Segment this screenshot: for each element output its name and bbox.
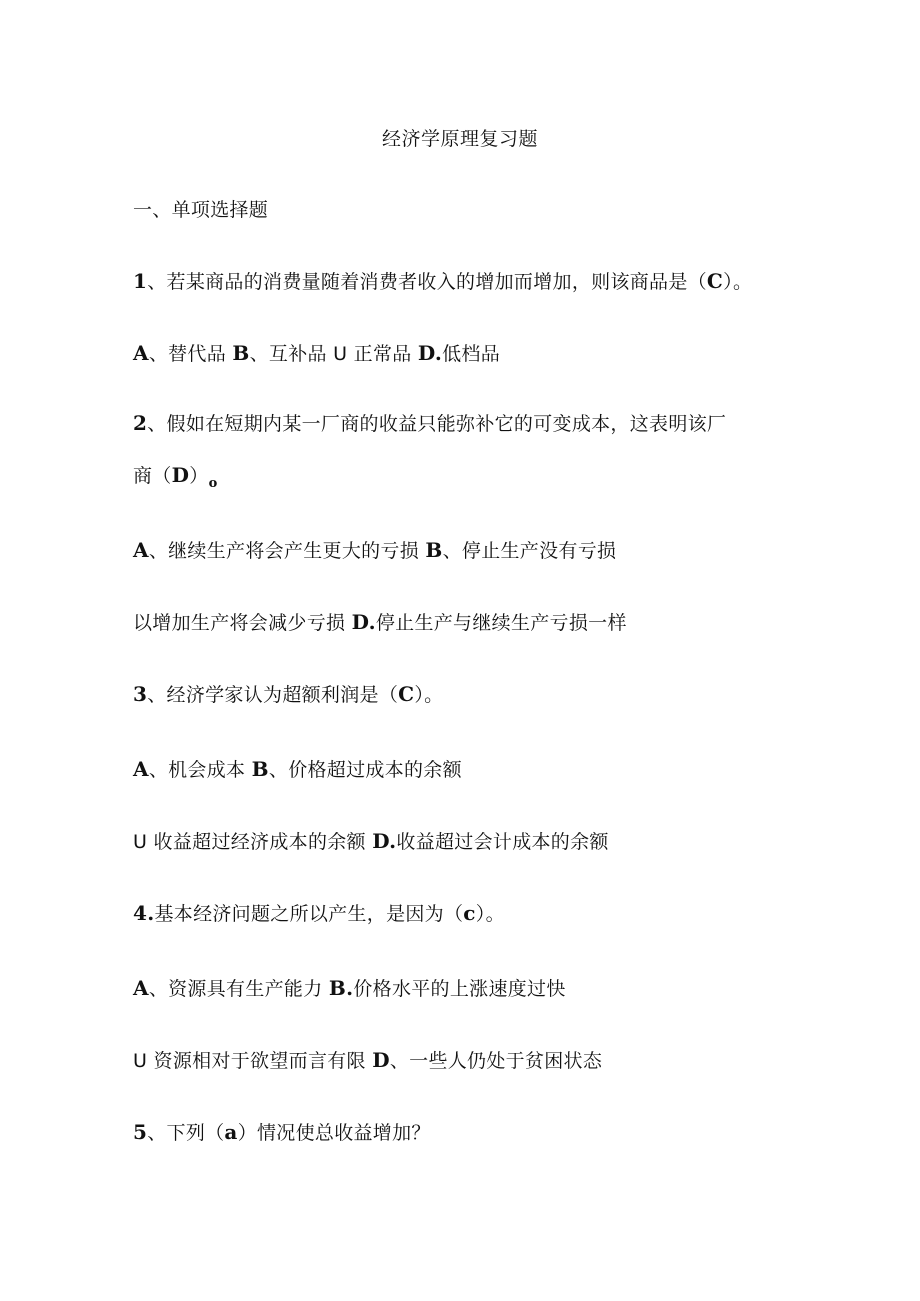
question-4-options-2: [133, 1047, 602, 1074]
answer-letter: c: [463, 901, 476, 925]
question-number: 4.: [133, 901, 155, 925]
option-text: 、价格超过成本的余额: [268, 759, 462, 781]
option-text: 停止生产与继续生产亏损一样: [375, 612, 627, 634]
option-text: 收益超过会计成本的余额: [396, 831, 609, 853]
option-text: 、机会成本: [148, 759, 252, 781]
option-text: 低档品: [442, 343, 501, 365]
question-1: [133, 268, 752, 295]
question-2-options-1: [133, 537, 616, 564]
option-letter: B.: [328, 976, 354, 1000]
question-1-options: [133, 340, 500, 367]
option-letter: B: [232, 341, 250, 365]
question-number: 1: [133, 269, 148, 293]
question-2: [133, 410, 726, 437]
option-text: U 资源相对于欲望而言有限: [133, 1050, 373, 1072]
option-text: 、停止生产没有亏损: [442, 540, 617, 562]
question-5: [133, 1119, 431, 1146]
question-text: 、经济学家认为超额利润是（: [147, 684, 399, 706]
option-text: 、替代品: [148, 343, 233, 365]
trailing-mark: o: [208, 476, 218, 491]
question-2-options-2: [133, 609, 627, 636]
option-letter: D.: [351, 610, 376, 634]
question-text: 基本经济问题之所以产生，是因为（: [154, 903, 464, 925]
option-letter: B: [425, 538, 443, 562]
answer-letter: a: [224, 1120, 238, 1144]
option-letter: A: [133, 976, 149, 1000]
question-3: [133, 681, 443, 708]
document-title: 经济学原理复习题: [381, 128, 538, 150]
option-letter: A: [133, 538, 149, 562]
option-text: 、继续生产将会产生更大的亏损: [148, 540, 426, 562]
option-letter: A: [133, 757, 149, 781]
question-end: ）。: [723, 271, 753, 293]
question-3-options-1: [133, 756, 462, 783]
option-letter: D.: [372, 829, 397, 853]
answer-letter: C: [706, 269, 724, 293]
option-letter: D: [372, 1048, 390, 1072]
option-text: 、互补品 U 正常品: [249, 343, 418, 365]
question-3-options-2: [133, 828, 609, 855]
question-text: 、若某商品的消费量随着消费者收入的增加而增加，则该商品是（: [147, 271, 707, 293]
option-text: U 收益超过经济成本的余额: [133, 831, 373, 853]
question-end: ）。: [414, 684, 444, 706]
option-letter: D.: [417, 341, 443, 365]
question-end: ）。: [475, 903, 505, 925]
option-letter: B: [251, 757, 269, 781]
option-text: 、资源具有生产能力: [148, 978, 329, 1000]
question-number: 2: [133, 411, 148, 435]
question-4: [133, 900, 505, 927]
answer-letter: D: [171, 463, 190, 487]
option-letter: A: [133, 341, 149, 365]
question-text: 、假如在短期内某一厂商的收益只能弥补它的可变成本，这表明该厂: [147, 413, 727, 435]
section-heading: 一、单项选择题: [133, 199, 269, 221]
answer-letter: C: [398, 682, 415, 706]
question-number: 3: [133, 682, 148, 706]
question-end: ）: [189, 465, 209, 487]
question-text: 商（: [133, 465, 172, 487]
option-text: 、一些人仍处于贫困状态: [389, 1050, 603, 1072]
option-text: 以增加生产将会减少亏损: [133, 612, 352, 634]
option-text: 价格水平的上涨速度过快: [353, 978, 566, 1000]
question-number: 5: [133, 1120, 148, 1144]
question-4-options-1: [133, 975, 566, 1002]
question-2-continued: [133, 462, 218, 492]
question-text: 、下列（: [147, 1122, 225, 1144]
question-end: ）情况使总收益增加？: [237, 1122, 431, 1144]
